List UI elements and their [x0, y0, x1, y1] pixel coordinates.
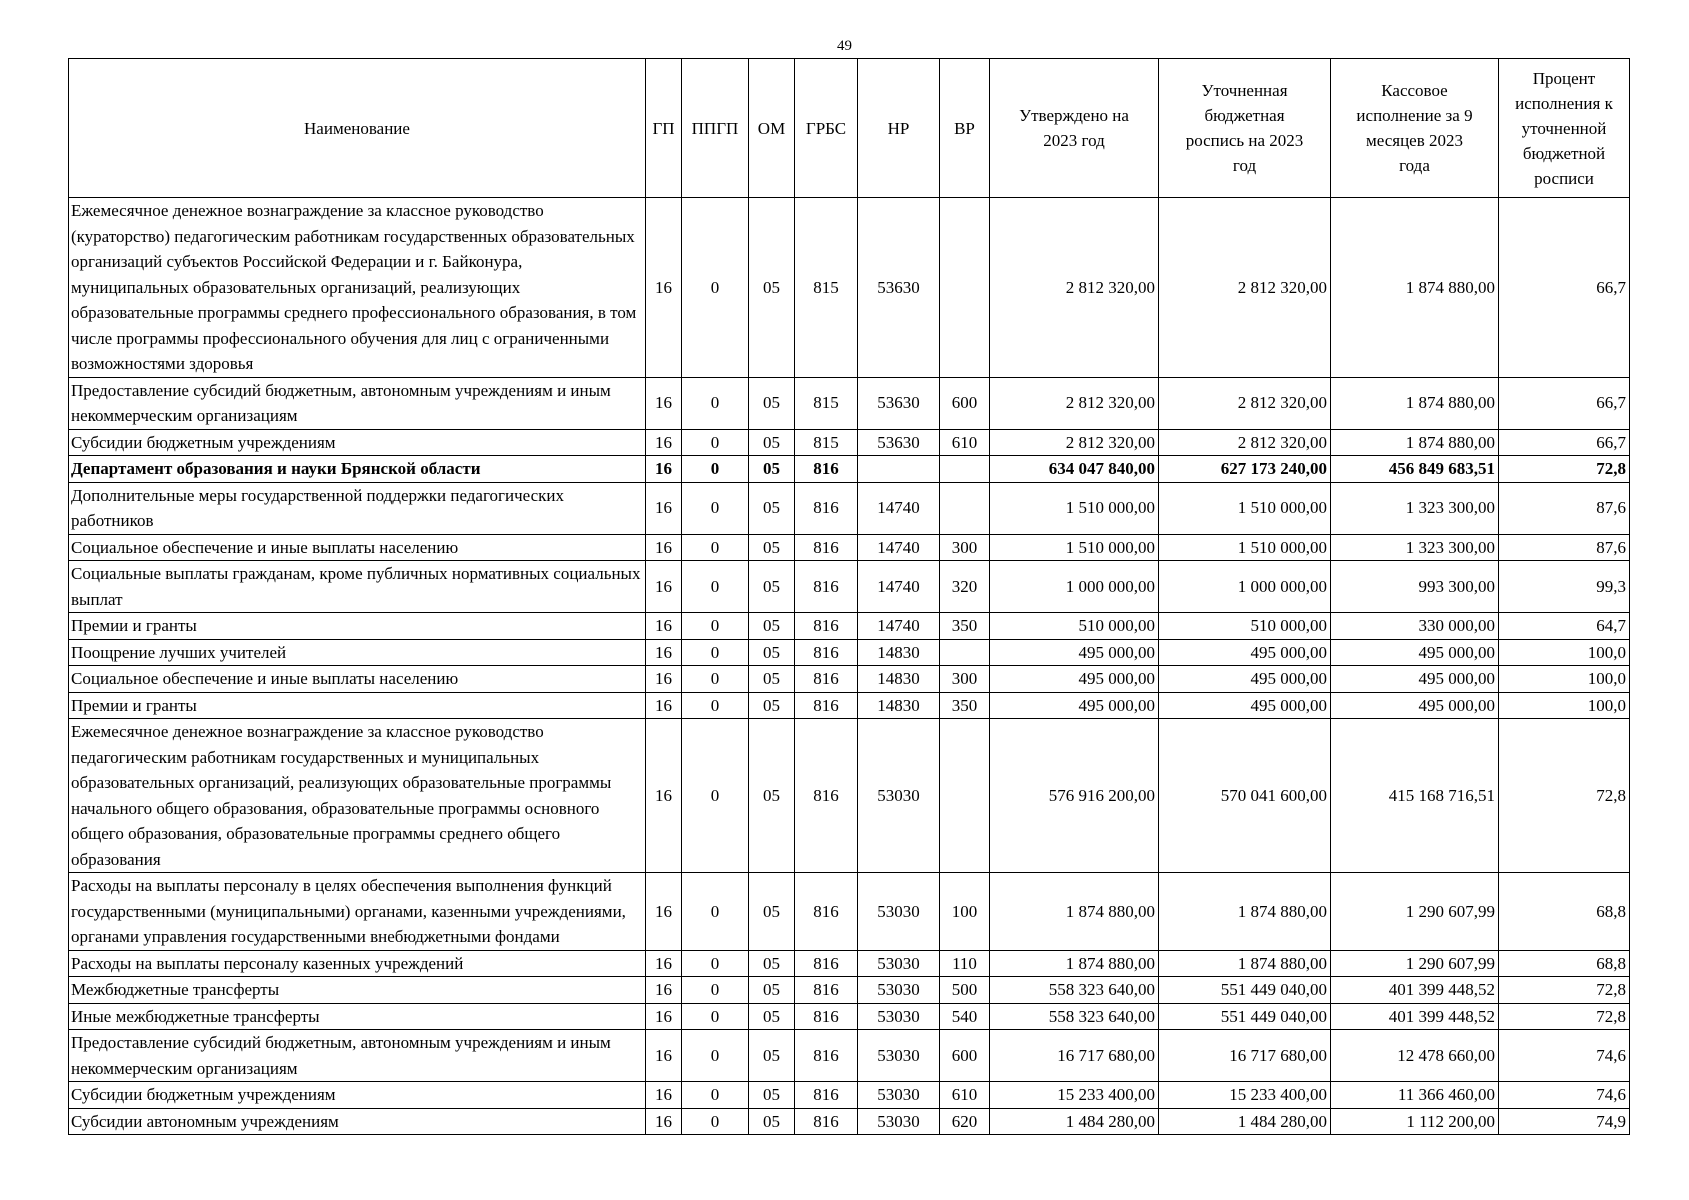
cell-ppgp: 0 — [682, 1003, 749, 1030]
cell-grbs: 816 — [795, 1030, 858, 1082]
cell-vr: 350 — [940, 613, 990, 640]
cell-grbs: 816 — [795, 666, 858, 693]
cell-name: Социальные выплаты гражданам, кроме публичных нормативных социальных выплат — [69, 561, 646, 613]
cell-nr: 53030 — [858, 1003, 940, 1030]
cell-refined: 510 000,00 — [1159, 613, 1331, 640]
cell-grbs: 816 — [795, 719, 858, 873]
cell-gp: 16 — [646, 429, 682, 456]
table-row — [69, 639, 1630, 666]
cell-om: 05 — [749, 1082, 795, 1109]
cell-name: Социальное обеспечение и иные выплаты населению — [69, 534, 646, 561]
cell-refined: 1 874 880,00 — [1159, 950, 1331, 977]
cell-grbs: 815 — [795, 198, 858, 378]
cell-cash: 401 399 448,52 — [1331, 1003, 1499, 1030]
table-row — [69, 377, 1630, 429]
cell-om: 05 — [749, 456, 795, 483]
cell-approved: 634 047 840,00 — [990, 456, 1159, 483]
cell-refined: 627 173 240,00 — [1159, 456, 1331, 483]
budget-execution-table — [68, 58, 1630, 1135]
table-row — [69, 666, 1630, 693]
header-vr: ВР — [940, 59, 990, 198]
header-grbs: ГРБС — [795, 59, 858, 198]
cell-name: Премии и гранты — [69, 613, 646, 640]
cell-cash: 12 478 660,00 — [1331, 1030, 1499, 1082]
cell-approved: 510 000,00 — [990, 613, 1159, 640]
cell-cash: 415 168 716,51 — [1331, 719, 1499, 873]
cell-nr: 14740 — [858, 482, 940, 534]
cell-vr: 350 — [940, 692, 990, 719]
cell-cash: 456 849 683,51 — [1331, 456, 1499, 483]
cell-percent: 66,7 — [1499, 429, 1630, 456]
header-row — [69, 59, 1630, 198]
cell-vr: 500 — [940, 977, 990, 1004]
table-row — [69, 1030, 1630, 1082]
cell-grbs: 816 — [795, 1108, 858, 1135]
cell-name: Департамент образования и науки Брянской области — [69, 456, 646, 483]
cell-om: 05 — [749, 429, 795, 456]
cell-nr: 14830 — [858, 666, 940, 693]
cell-vr — [940, 639, 990, 666]
cell-ppgp: 0 — [682, 1082, 749, 1109]
cell-ppgp: 0 — [682, 377, 749, 429]
cell-ppgp: 0 — [682, 1030, 749, 1082]
cell-grbs: 816 — [795, 1003, 858, 1030]
cell-name: Субсидии автономным учреждениям — [69, 1108, 646, 1135]
table-row — [69, 719, 1630, 873]
cell-approved: 495 000,00 — [990, 639, 1159, 666]
cell-percent: 74,6 — [1499, 1082, 1630, 1109]
cell-vr: 110 — [940, 950, 990, 977]
cell-grbs: 816 — [795, 613, 858, 640]
cell-vr — [940, 456, 990, 483]
cell-refined: 15 233 400,00 — [1159, 1082, 1331, 1109]
cell-grbs: 816 — [795, 456, 858, 483]
cell-om: 05 — [749, 377, 795, 429]
cell-om: 05 — [749, 534, 795, 561]
cell-approved: 15 233 400,00 — [990, 1082, 1159, 1109]
cell-grbs: 815 — [795, 377, 858, 429]
cell-ppgp: 0 — [682, 613, 749, 640]
cell-percent: 72,8 — [1499, 719, 1630, 873]
cell-percent: 66,7 — [1499, 377, 1630, 429]
cell-gp: 16 — [646, 1082, 682, 1109]
cell-name: Предоставление субсидий бюджетным, автономным учреждениям и иным некоммерческим организациям — [69, 377, 646, 429]
cell-nr: 53030 — [858, 873, 940, 951]
cell-grbs: 816 — [795, 561, 858, 613]
cell-approved: 495 000,00 — [990, 692, 1159, 719]
cell-grbs: 815 — [795, 429, 858, 456]
cell-percent: 100,0 — [1499, 692, 1630, 719]
cell-refined: 551 449 040,00 — [1159, 1003, 1331, 1030]
cell-ppgp: 0 — [682, 666, 749, 693]
table-row — [69, 482, 1630, 534]
cell-gp: 16 — [646, 1003, 682, 1030]
cell-refined: 2 812 320,00 — [1159, 429, 1331, 456]
cell-vr: 600 — [940, 1030, 990, 1082]
cell-cash: 1 290 607,99 — [1331, 873, 1499, 951]
header-approved: Утверждено на 2023 год — [990, 59, 1159, 198]
table-row — [69, 613, 1630, 640]
cell-approved: 1 484 280,00 — [990, 1108, 1159, 1135]
cell-nr: 14740 — [858, 561, 940, 613]
cell-cash: 495 000,00 — [1331, 666, 1499, 693]
cell-cash: 401 399 448,52 — [1331, 977, 1499, 1004]
cell-nr: 14740 — [858, 613, 940, 640]
cell-ppgp: 0 — [682, 1108, 749, 1135]
cell-refined: 2 812 320,00 — [1159, 377, 1331, 429]
cell-om: 05 — [749, 873, 795, 951]
header-gp: ГП — [646, 59, 682, 198]
cell-refined: 495 000,00 — [1159, 639, 1331, 666]
header-percent: Процент исполнения к уточненной бюджетной росписи — [1499, 59, 1630, 198]
cell-gp: 16 — [646, 950, 682, 977]
cell-gp: 16 — [646, 482, 682, 534]
cell-om: 05 — [749, 1030, 795, 1082]
cell-ppgp: 0 — [682, 534, 749, 561]
header-om: ОМ — [749, 59, 795, 198]
cell-om: 05 — [749, 692, 795, 719]
table-row — [69, 534, 1630, 561]
cell-gp: 16 — [646, 534, 682, 561]
cell-name: Предоставление субсидий бюджетным, автономным учреждениям и иным некоммерческим организациям — [69, 1030, 646, 1082]
cell-ppgp: 0 — [682, 692, 749, 719]
cell-om: 05 — [749, 1108, 795, 1135]
cell-vr: 600 — [940, 377, 990, 429]
cell-om: 05 — [749, 198, 795, 378]
cell-ppgp: 0 — [682, 561, 749, 613]
cell-nr: 53630 — [858, 429, 940, 456]
cell-gp: 16 — [646, 456, 682, 483]
cell-gp: 16 — [646, 977, 682, 1004]
cell-om: 05 — [749, 719, 795, 873]
cell-refined: 570 041 600,00 — [1159, 719, 1331, 873]
cell-om: 05 — [749, 613, 795, 640]
cell-refined: 2 812 320,00 — [1159, 198, 1331, 378]
cell-percent: 87,6 — [1499, 482, 1630, 534]
cell-ppgp: 0 — [682, 198, 749, 378]
cell-approved: 16 717 680,00 — [990, 1030, 1159, 1082]
cell-percent: 74,6 — [1499, 1030, 1630, 1082]
cell-grbs: 816 — [795, 873, 858, 951]
cell-gp: 16 — [646, 198, 682, 378]
cell-name: Расходы на выплаты персоналу казенных учреждений — [69, 950, 646, 977]
cell-approved: 2 812 320,00 — [990, 377, 1159, 429]
cell-name: Ежемесячное денежное вознаграждение за классное руководство (кураторство) педагогическим работникам государственных образовательных организаций субъектов Российской Федерации и г. Байконура, муниципальных образовательных организаций, реализующих образовательные программы среднего профессионального образования, в том числе программы профессионального обучения для лиц с ограниченными возможностями здоровья — [69, 198, 646, 378]
cell-approved: 1 874 880,00 — [990, 950, 1159, 977]
cell-percent: 87,6 — [1499, 534, 1630, 561]
cell-om: 05 — [749, 482, 795, 534]
table-row — [69, 1108, 1630, 1135]
cell-cash: 330 000,00 — [1331, 613, 1499, 640]
cell-name: Премии и гранты — [69, 692, 646, 719]
cell-cash: 1 874 880,00 — [1331, 198, 1499, 378]
cell-vr: 610 — [940, 429, 990, 456]
table-row — [69, 1082, 1630, 1109]
cell-ppgp: 0 — [682, 977, 749, 1004]
cell-percent: 64,7 — [1499, 613, 1630, 640]
cell-vr: 620 — [940, 1108, 990, 1135]
table-row — [69, 198, 1630, 378]
cell-percent: 100,0 — [1499, 666, 1630, 693]
cell-nr: 14830 — [858, 692, 940, 719]
cell-cash: 495 000,00 — [1331, 639, 1499, 666]
cell-approved: 576 916 200,00 — [990, 719, 1159, 873]
cell-approved: 2 812 320,00 — [990, 429, 1159, 456]
cell-vr: 300 — [940, 534, 990, 561]
cell-percent: 72,8 — [1499, 977, 1630, 1004]
cell-refined: 1 484 280,00 — [1159, 1108, 1331, 1135]
table-body — [69, 198, 1630, 1135]
cell-refined: 495 000,00 — [1159, 692, 1331, 719]
cell-name: Субсидии бюджетным учреждениям — [69, 1082, 646, 1109]
cell-ppgp: 0 — [682, 482, 749, 534]
cell-nr: 53030 — [858, 719, 940, 873]
cell-percent: 74,9 — [1499, 1108, 1630, 1135]
cell-nr: 53030 — [858, 1030, 940, 1082]
table-row — [69, 561, 1630, 613]
cell-approved: 1 000 000,00 — [990, 561, 1159, 613]
page-number: 49 — [837, 38, 852, 54]
cell-ppgp: 0 — [682, 429, 749, 456]
header-nr: НР — [858, 59, 940, 198]
cell-refined: 1 510 000,00 — [1159, 534, 1331, 561]
cell-ppgp: 0 — [682, 456, 749, 483]
cell-vr: 100 — [940, 873, 990, 951]
cell-name: Дополнительные меры государственной поддержки педагогических работников — [69, 482, 646, 534]
cell-vr: 320 — [940, 561, 990, 613]
cell-grbs: 816 — [795, 950, 858, 977]
cell-cash: 1 874 880,00 — [1331, 377, 1499, 429]
cell-percent: 68,8 — [1499, 873, 1630, 951]
cell-nr: 14740 — [858, 534, 940, 561]
cell-approved: 1 510 000,00 — [990, 482, 1159, 534]
cell-gp: 16 — [646, 377, 682, 429]
cell-nr: 53630 — [858, 198, 940, 378]
cell-grbs: 816 — [795, 639, 858, 666]
table-row — [69, 692, 1630, 719]
cell-nr: 53030 — [858, 977, 940, 1004]
cell-approved: 1 510 000,00 — [990, 534, 1159, 561]
cell-cash: 11 366 460,00 — [1331, 1082, 1499, 1109]
cell-name: Ежемесячное денежное вознаграждение за классное руководство педагогическим работникам государственных и муниципальных образовательных организаций, реализующих образовательные программы начального общего образования, образовательные программы основного общего образования, образовательные программы среднего общего образования — [69, 719, 646, 873]
header-refined: Уточненная бюджетная роспись на 2023 год — [1159, 59, 1331, 198]
cell-cash: 1 323 300,00 — [1331, 534, 1499, 561]
cell-cash: 495 000,00 — [1331, 692, 1499, 719]
cell-nr: 14830 — [858, 639, 940, 666]
table-row — [69, 456, 1630, 483]
cell-cash: 1 874 880,00 — [1331, 429, 1499, 456]
table-row — [69, 977, 1630, 1004]
cell-approved: 558 323 640,00 — [990, 977, 1159, 1004]
cell-name: Социальное обеспечение и иные выплаты населению — [69, 666, 646, 693]
cell-grbs: 816 — [795, 482, 858, 534]
cell-refined: 16 717 680,00 — [1159, 1030, 1331, 1082]
cell-refined: 495 000,00 — [1159, 666, 1331, 693]
cell-grbs: 816 — [795, 692, 858, 719]
cell-gp: 16 — [646, 719, 682, 873]
cell-gp: 16 — [646, 1030, 682, 1082]
cell-name: Расходы на выплаты персоналу в целях обеспечения выполнения функций государственными (муниципальными) органами, казенными учреждениями, органами управления государственными внебюджетными фондами — [69, 873, 646, 951]
header-cash: Кассовое исполнение за 9 месяцев 2023 года — [1331, 59, 1499, 198]
cell-percent: 99,3 — [1499, 561, 1630, 613]
cell-percent: 100,0 — [1499, 639, 1630, 666]
header-ppgp: ППГП — [682, 59, 749, 198]
cell-om: 05 — [749, 561, 795, 613]
cell-nr — [858, 456, 940, 483]
cell-nr: 53630 — [858, 377, 940, 429]
cell-nr: 53030 — [858, 1082, 940, 1109]
cell-approved: 558 323 640,00 — [990, 1003, 1159, 1030]
table-row — [69, 873, 1630, 951]
cell-approved: 495 000,00 — [990, 666, 1159, 693]
cell-refined: 1 510 000,00 — [1159, 482, 1331, 534]
cell-name: Межбюджетные трансферты — [69, 977, 646, 1004]
cell-vr — [940, 198, 990, 378]
cell-percent: 66,7 — [1499, 198, 1630, 378]
cell-percent: 72,8 — [1499, 1003, 1630, 1030]
cell-grbs: 816 — [795, 1082, 858, 1109]
cell-vr: 610 — [940, 1082, 990, 1109]
cell-ppgp: 0 — [682, 873, 749, 951]
cell-percent: 68,8 — [1499, 950, 1630, 977]
cell-gp: 16 — [646, 692, 682, 719]
cell-approved: 2 812 320,00 — [990, 198, 1159, 378]
cell-gp: 16 — [646, 1108, 682, 1135]
cell-gp: 16 — [646, 561, 682, 613]
cell-ppgp: 0 — [682, 950, 749, 977]
cell-refined: 1 874 880,00 — [1159, 873, 1331, 951]
header-name: Наименование — [69, 59, 646, 198]
cell-cash: 1 112 200,00 — [1331, 1108, 1499, 1135]
table-row — [69, 429, 1630, 456]
cell-nr: 53030 — [858, 950, 940, 977]
cell-om: 05 — [749, 950, 795, 977]
table-row — [69, 1003, 1630, 1030]
table-row — [69, 950, 1630, 977]
cell-percent: 72,8 — [1499, 456, 1630, 483]
cell-om: 05 — [749, 639, 795, 666]
cell-gp: 16 — [646, 639, 682, 666]
cell-om: 05 — [749, 1003, 795, 1030]
cell-gp: 16 — [646, 613, 682, 640]
cell-approved: 1 874 880,00 — [990, 873, 1159, 951]
cell-name: Иные межбюджетные трансферты — [69, 1003, 646, 1030]
cell-om: 05 — [749, 666, 795, 693]
cell-vr: 300 — [940, 666, 990, 693]
cell-cash: 1 323 300,00 — [1331, 482, 1499, 534]
cell-cash: 1 290 607,99 — [1331, 950, 1499, 977]
cell-ppgp: 0 — [682, 639, 749, 666]
cell-nr: 53030 — [858, 1108, 940, 1135]
cell-vr — [940, 719, 990, 873]
cell-ppgp: 0 — [682, 719, 749, 873]
cell-vr: 540 — [940, 1003, 990, 1030]
cell-name: Поощрение лучших учителей — [69, 639, 646, 666]
cell-refined: 551 449 040,00 — [1159, 977, 1331, 1004]
cell-grbs: 816 — [795, 534, 858, 561]
cell-grbs: 816 — [795, 977, 858, 1004]
cell-refined: 1 000 000,00 — [1159, 561, 1331, 613]
cell-gp: 16 — [646, 873, 682, 951]
cell-om: 05 — [749, 977, 795, 1004]
cell-vr — [940, 482, 990, 534]
cell-gp: 16 — [646, 666, 682, 693]
cell-cash: 993 300,00 — [1331, 561, 1499, 613]
cell-name: Субсидии бюджетным учреждениям — [69, 429, 646, 456]
